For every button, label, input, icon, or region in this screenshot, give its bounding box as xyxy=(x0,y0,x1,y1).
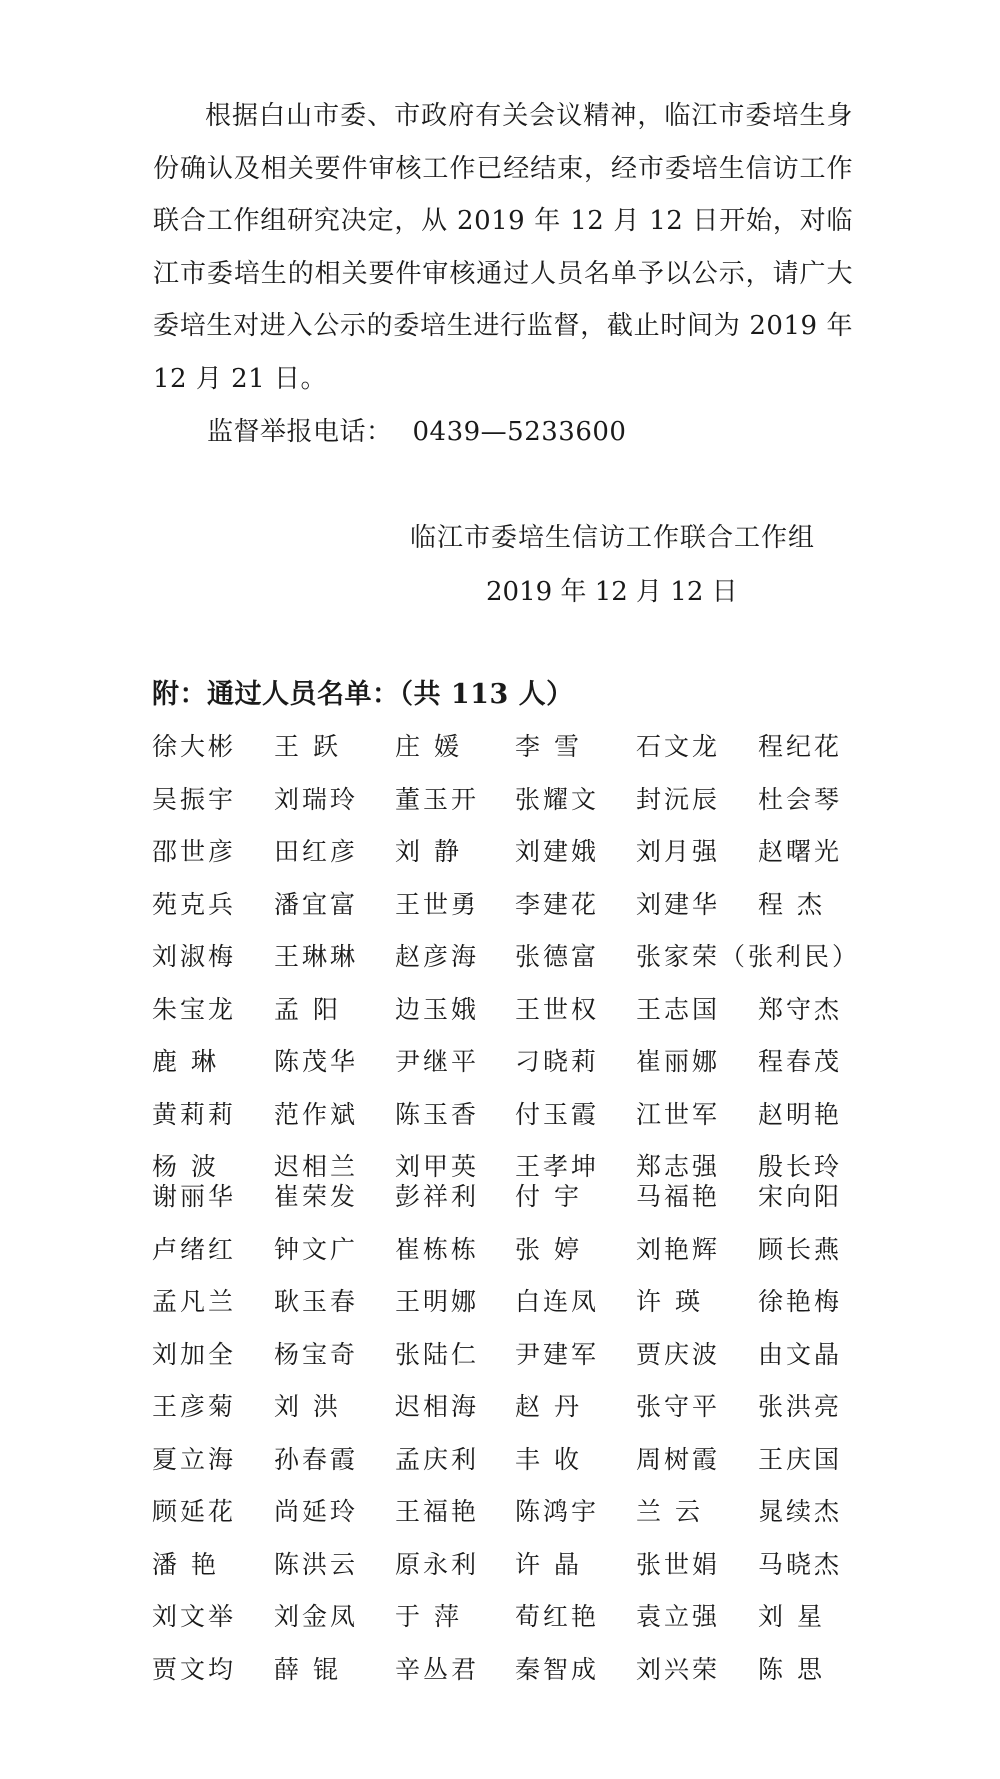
name-cell: 贾文均 xyxy=(152,1654,237,1684)
name-cell: 卢绪红 xyxy=(152,1234,237,1264)
name-cell: 孟庆利 xyxy=(395,1444,480,1474)
name-row xyxy=(152,1487,872,1540)
name-cell: 刘 星 xyxy=(758,1602,825,1631)
name-cell: 谢丽华 xyxy=(152,1182,237,1211)
name-cell: 刘加全 xyxy=(152,1339,237,1369)
name-cell: 迟相海 xyxy=(395,1392,480,1421)
name-cell: 刘淑梅 xyxy=(152,942,237,971)
name-cell: 王明娜 xyxy=(395,1287,480,1316)
name-cell: 丰 收 xyxy=(515,1444,582,1474)
name-cell: 秦智成 xyxy=(515,1654,600,1684)
name-cell: 董玉开 xyxy=(395,784,480,814)
name-cell: 马福艳 xyxy=(636,1182,721,1211)
name-cell: 王 跃 xyxy=(274,732,341,761)
name-cell: 吴振宇 xyxy=(152,784,237,814)
name-cell: 袁立强 xyxy=(636,1602,721,1631)
name-cell: 潘 艳 xyxy=(152,1549,219,1579)
name-row xyxy=(152,1277,872,1330)
name-cell: 程纪花 xyxy=(758,732,843,761)
name-cell: 王庆国 xyxy=(758,1444,843,1474)
name-row xyxy=(152,1540,872,1593)
notice-paragraph: 根据白山市委、市政府有关会议精神，临江市委培生身份确认及相关要件审核工作已经结束，经市委培生信访工作联合工作组研究决定，从 2019 年 12 月 12 日开始，对临江市委培生的相关要件审核通过人员名单予以公示，请广大委培生对进入公示的委培生进行监督，截止时间为 2019 年 12 月 21 日。 xyxy=(153,101,853,394)
name-row xyxy=(152,1037,872,1090)
name-cell: 杨宝奇 xyxy=(274,1339,359,1369)
name-cell: 刘兴荣 xyxy=(636,1654,721,1684)
name-cell: 钟文广 xyxy=(274,1234,359,1264)
name-cell: 王孝坤 xyxy=(515,1152,600,1181)
name-cell: 顾延花 xyxy=(152,1497,237,1526)
name-cell: 夏立海 xyxy=(152,1444,237,1474)
name-cell: 薛 锟 xyxy=(274,1654,341,1684)
name-cell: 郑守杰 xyxy=(758,994,843,1024)
name-cell: 封沅辰 xyxy=(636,784,721,814)
name-cell: 李 雪 xyxy=(515,732,582,761)
name-cell: 刘甲英 xyxy=(395,1152,480,1181)
name-row xyxy=(152,932,872,985)
name-cell: 徐大彬 xyxy=(152,732,237,761)
phone-number: 0439—5233600 xyxy=(412,417,627,447)
name-cell: 刘艳辉 xyxy=(636,1234,721,1264)
name-cell: 张洪亮 xyxy=(758,1392,843,1421)
name-row xyxy=(152,1382,872,1435)
name-cell: 赵 丹 xyxy=(515,1392,582,1421)
name-cell: 朱宝龙 xyxy=(152,994,237,1024)
name-cell: 田红彦 xyxy=(274,837,359,866)
name-cell: 刘文举 xyxy=(152,1602,237,1631)
name-row xyxy=(152,880,872,933)
name-cell: 陈 思 xyxy=(758,1654,825,1684)
name-cell: 程春茂 xyxy=(758,1047,843,1076)
name-cell: 邵世彦 xyxy=(152,837,237,866)
name-row xyxy=(152,985,872,1038)
name-cell: 李建花 xyxy=(515,889,600,919)
name-cell: 于 萍 xyxy=(395,1602,462,1631)
name-cell: 付 宇 xyxy=(515,1182,582,1211)
name-cell: 陈鸿宇 xyxy=(515,1497,600,1526)
name-row xyxy=(152,1172,872,1225)
name-cell: 晁续杰 xyxy=(758,1497,843,1526)
signature-organization: 临江市委培生信访工作联合工作组 xyxy=(410,523,816,553)
name-cell: 赵彦海 xyxy=(395,942,480,971)
name-row xyxy=(152,1225,872,1278)
name-cell: 由文晶 xyxy=(758,1339,843,1369)
name-cell: 鹿 琳 xyxy=(152,1047,219,1076)
name-cell: 尹继平 xyxy=(395,1047,480,1076)
name-cell: 宋向阳 xyxy=(758,1182,843,1211)
name-cell: 陈洪云 xyxy=(274,1549,359,1579)
name-row xyxy=(152,1330,872,1383)
name-cell: 孟凡兰 xyxy=(152,1287,237,1316)
name-cell: 庄 媛 xyxy=(395,732,462,761)
name-cell: 边玉娥 xyxy=(395,994,480,1024)
name-row xyxy=(152,1592,872,1645)
name-cell: 赵曙光 xyxy=(758,837,843,866)
name-list xyxy=(152,722,872,1697)
name-cell: 陈茂华 xyxy=(274,1047,359,1076)
name-cell: 张世娟 xyxy=(636,1549,721,1579)
name-cell: 刘金凤 xyxy=(274,1602,359,1631)
name-cell: 孙春霞 xyxy=(274,1444,359,1474)
name-cell: 郑志强 xyxy=(636,1152,721,1181)
name-row xyxy=(152,775,872,828)
name-cell: 王世勇 xyxy=(395,889,480,919)
name-cell: 崔丽娜 xyxy=(636,1047,721,1076)
name-cell: 尚延玲 xyxy=(274,1497,359,1526)
name-cell: 兰 云 xyxy=(636,1497,703,1526)
name-cell: 原永利 xyxy=(395,1549,480,1579)
name-cell: 尹建军 xyxy=(515,1339,600,1369)
name-cell: 苑克兵 xyxy=(152,889,237,919)
name-cell: 刘建娥 xyxy=(515,837,600,866)
name-cell: 殷长玲 xyxy=(758,1152,843,1181)
name-cell: 白连凤 xyxy=(515,1287,600,1316)
name-cell: 张 婷 xyxy=(515,1234,582,1264)
name-cell: 赵明艳 xyxy=(758,1099,843,1129)
name-cell: 徐艳梅 xyxy=(758,1287,843,1316)
name-cell: 张家荣（张利民） xyxy=(636,942,861,971)
name-row xyxy=(152,1435,872,1488)
name-cell: 王彦菊 xyxy=(152,1392,237,1421)
name-cell: 王琳琳 xyxy=(274,942,359,971)
name-row xyxy=(152,722,872,775)
name-cell: 王福艳 xyxy=(395,1497,480,1526)
name-cell: 耿玉春 xyxy=(274,1287,359,1316)
name-cell: 王世权 xyxy=(515,994,600,1024)
name-cell: 刘建华 xyxy=(636,889,721,919)
name-cell: 付玉霞 xyxy=(515,1099,600,1129)
signature-date: 2019 年 12 月 12 日 xyxy=(486,577,738,607)
name-cell: 迟相兰 xyxy=(274,1152,359,1181)
name-cell: 荀红艳 xyxy=(515,1602,600,1631)
name-cell: 彭祥利 xyxy=(395,1182,480,1211)
name-cell: 刘 静 xyxy=(395,837,462,866)
name-cell: 刘瑞玲 xyxy=(274,784,359,814)
name-cell: 江世军 xyxy=(636,1099,721,1129)
name-cell: 辛丛君 xyxy=(395,1654,480,1684)
name-cell: 许 瑛 xyxy=(636,1287,703,1316)
name-cell: 张守平 xyxy=(636,1392,721,1421)
name-cell: 潘宜富 xyxy=(274,889,359,919)
name-cell: 张德富 xyxy=(515,942,600,971)
name-cell: 马晓杰 xyxy=(758,1549,843,1579)
name-row xyxy=(152,1142,872,1181)
name-cell: 刘月强 xyxy=(636,837,721,866)
name-row xyxy=(152,1645,872,1698)
name-cell: 陈玉香 xyxy=(395,1099,480,1129)
name-cell: 程 杰 xyxy=(758,889,825,919)
report-phone-line xyxy=(207,406,626,458)
name-cell: 刘 洪 xyxy=(274,1392,341,1421)
name-cell: 刁晓莉 xyxy=(515,1047,600,1076)
name-cell: 张耀文 xyxy=(515,784,600,814)
name-cell: 张陆仁 xyxy=(395,1339,480,1369)
name-cell: 范作斌 xyxy=(274,1099,359,1129)
name-list-title: 附：通过人员名单：（共 113 人） xyxy=(152,679,574,710)
name-cell: 杜会琴 xyxy=(758,784,843,814)
name-cell: 黄莉莉 xyxy=(152,1099,237,1129)
name-cell: 杨 波 xyxy=(152,1152,219,1181)
name-cell: 许 晶 xyxy=(515,1549,582,1579)
name-cell: 顾长燕 xyxy=(758,1234,843,1264)
name-cell: 崔荣发 xyxy=(274,1182,359,1211)
name-cell: 崔栋栋 xyxy=(395,1234,480,1264)
name-cell: 孟 阳 xyxy=(274,994,341,1024)
name-cell: 周树霞 xyxy=(636,1444,721,1474)
phone-label: 监督举报电话： xyxy=(207,417,393,447)
name-cell: 王志国 xyxy=(636,994,721,1024)
name-cell: 石文龙 xyxy=(636,732,721,761)
name-row xyxy=(152,1090,872,1143)
name-cell: 贾庆波 xyxy=(636,1339,721,1369)
name-row xyxy=(152,827,872,880)
